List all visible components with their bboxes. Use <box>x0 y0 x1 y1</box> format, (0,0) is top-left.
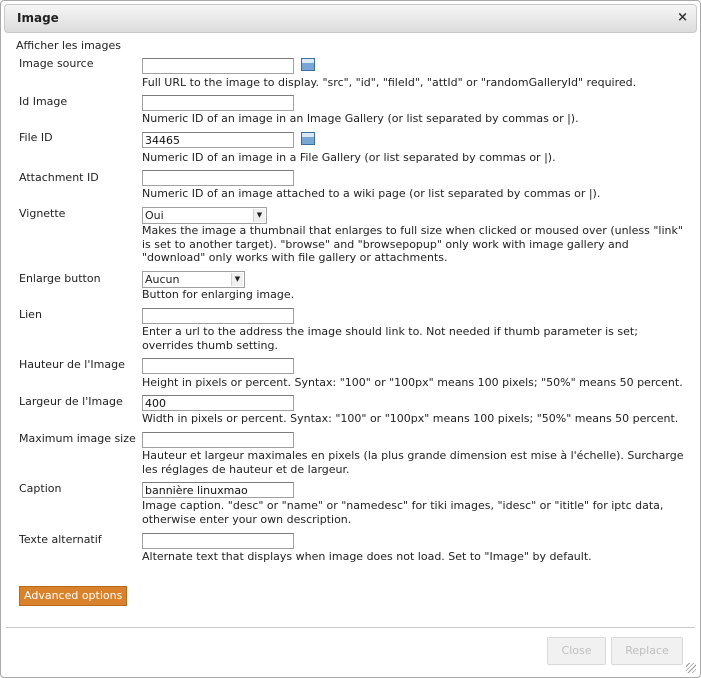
field-label: Vignette <box>19 207 66 220</box>
footer-divider <box>6 627 695 628</box>
chevron-down-icon: ▼ <box>253 209 265 222</box>
dialog-title: Image <box>17 11 59 25</box>
field-description: Numeric ID of an image in a File Gallery (or list separated by commas or |). <box>142 151 556 164</box>
field-label: Hauteur de l'Image <box>19 358 125 371</box>
field-description: Makes the image a thumbnail that enlarges to full size when clicked or moused over (unless "link" is set to another target). "browse" and "browsepopup" only work with image gallery and "download" only works with file gallery or attachments. <box>142 224 683 264</box>
file-picker-icon[interactable] <box>301 132 315 145</box>
image-source-input[interactable] <box>142 58 294 74</box>
field-label: Id Image <box>19 95 68 108</box>
field-label: Attachment ID <box>19 171 99 184</box>
width-input[interactable] <box>142 395 294 411</box>
caption-input[interactable] <box>142 482 294 498</box>
field-description: Width in pixels or percent. Syntax: "100" or "100px" means 100 pixels; "50%" means 50 percent. <box>142 412 679 425</box>
field-description: Enter a url to the address the image should link to. Not needed if thumb parameter is set; overrides thumb setting. <box>142 325 638 352</box>
dialog-titlebar[interactable] <box>4 4 697 33</box>
field-description: Height in pixels or percent. Syntax: "100" or "100px" means 100 pixels; "50%" means 50 percent. <box>142 376 683 389</box>
selected-value: Aucun <box>145 273 180 286</box>
field-label: Maximum image size <box>19 432 136 445</box>
field-label: Lien <box>19 308 42 321</box>
advanced-options-button[interactable]: Advanced options <box>19 586 127 606</box>
selected-value: Oui <box>145 209 164 222</box>
field-description: Numeric ID of an image in an Image Gallery (or list separated by commas or |). <box>142 112 579 125</box>
field-description: Alternate text that displays when image does not load. Set to "Image" by default. <box>142 550 592 563</box>
vignette-select[interactable] <box>142 207 267 224</box>
file-id-input[interactable] <box>142 132 294 148</box>
field-description: Image caption. "desc" or "name" or "namedesc" for tiki images, "idesc" or "ititle" for iptc data, otherwise enter your own description. <box>142 499 664 526</box>
field-label: Texte alternatif <box>19 533 102 546</box>
chevron-down-icon: ▼ <box>231 273 243 286</box>
height-input[interactable] <box>142 358 294 374</box>
enlarge-button-select[interactable] <box>142 271 245 288</box>
field-description: Hauteur et largeur maximales en pixels (la plus grande dimension est mise à l'échelle). Surcharge les réglages de hauteur et de largeur. <box>142 449 684 476</box>
close-button[interactable]: Close <box>547 637 606 665</box>
close-icon[interactable]: × <box>677 10 688 25</box>
id-image-input[interactable] <box>142 95 294 111</box>
field-description: Numeric ID of an image attached to a wiki page (or list separated by commas or |). <box>142 187 601 200</box>
section-title: Afficher les images <box>16 39 122 52</box>
field-label: File ID <box>19 131 53 144</box>
max-size-input[interactable] <box>142 432 294 448</box>
field-label: Image source <box>19 57 94 70</box>
alt-text-input[interactable] <box>142 533 294 549</box>
field-label: Caption <box>19 482 62 495</box>
field-label: Enlarge button <box>19 272 101 285</box>
resize-grip-icon[interactable] <box>686 663 696 673</box>
link-input[interactable] <box>142 308 294 324</box>
replace-button[interactable]: Replace <box>611 637 683 665</box>
file-picker-icon[interactable] <box>301 58 315 71</box>
field-description: Button for enlarging image. <box>142 288 295 301</box>
field-label: Largeur de l'Image <box>19 395 123 408</box>
field-description: Full URL to the image to display. "src", "id", "fileId", "attId" or "randomGalleryId" required. <box>142 76 637 89</box>
attachment-id-input[interactable] <box>142 170 294 186</box>
